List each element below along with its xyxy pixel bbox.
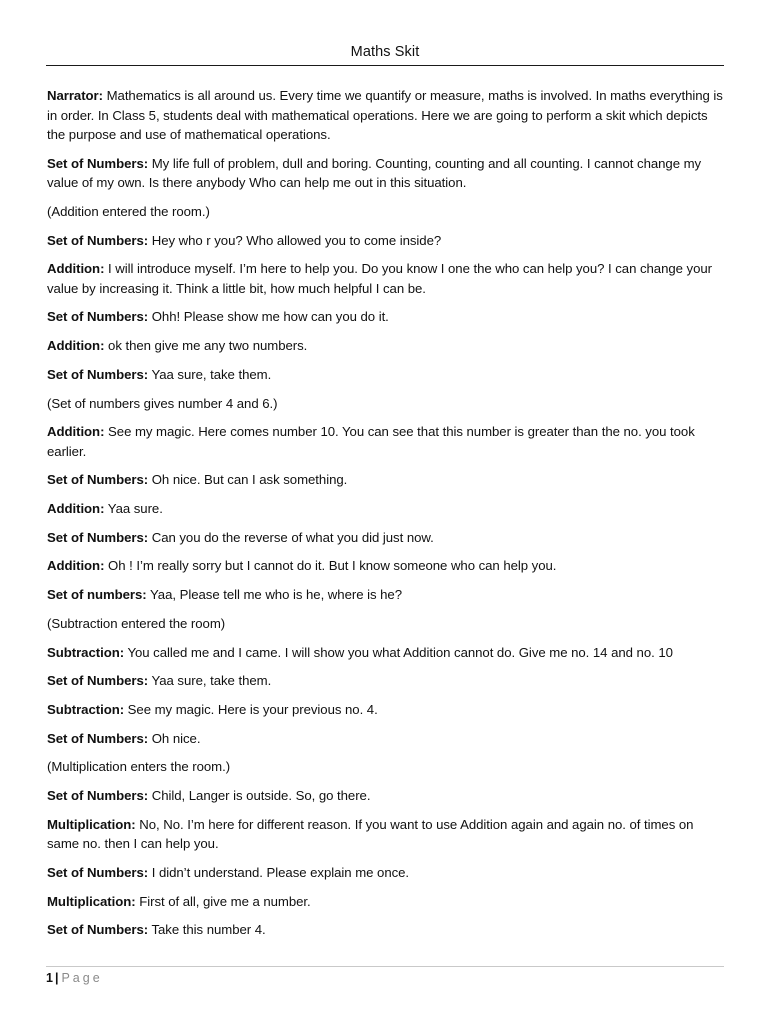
page-footer [46,966,724,986]
dialogue-text: No, No. I’m here for different reason. If you want to use Addition again and again no. of times on same no. then I can help you. [47,816,694,852]
page-number: 1 [46,971,53,985]
speaker-label: Addition: [47,501,105,517]
script-line [47,643,727,663]
speaker-label: Addition: [47,424,105,440]
speaker-label: Set of Numbers: [47,232,149,248]
dialogue-text: ok then give me any two numbers. [104,338,308,354]
dialogue-text: (Subtraction entered the room) [47,615,226,631]
script-line [47,892,727,912]
script-body [47,86,727,949]
dialogue-text: My life full of problem, dull and boring. Counting, counting and all counting. I cannot change my value of my own. Is there anybody Who can help me out in this situation. [47,155,702,191]
script-line [47,671,727,691]
stage-direction [47,394,727,414]
dialogue-text: You called me and I came. I will show you what Addition cannot do. Give me no. 14 and no. 10 [124,644,673,660]
dialogue-text: Yaa, Please tell me who is he, where is he? [146,587,402,603]
dialogue-text: See my magic. Here comes number 10. You can see that this number is greater than the no. you took earlier. [47,424,695,459]
dialogue-text: (Multiplication enters the room.) [47,759,231,775]
dialogue-text: Yaa sure, take them. [148,366,272,382]
speaker-label: Set of numbers: [47,587,147,603]
script-line [47,556,727,576]
stage-direction [47,202,727,222]
script-line [47,231,727,251]
script-line [47,307,727,327]
speaker-label: Narrator: [47,88,103,103]
document-title: Maths Skit [350,44,420,60]
speaker-label: Addition: [47,261,105,277]
script-line [47,585,727,605]
script-line [47,499,727,519]
stage-direction [47,757,727,777]
dialogue-text: (Addition entered the room.) [47,203,210,219]
dialogue-text: Child, Langer is outside. So, go there. [148,787,371,803]
dialogue-text: Yaa sure, take them. [148,673,272,689]
script-line [47,470,727,490]
script-line [47,86,727,145]
dialogue-text: I didn’t understand. Please explain me once. [148,864,410,880]
footer-separator: | [54,971,59,985]
dialogue-text: Oh nice. [148,730,201,746]
script-line [47,920,727,940]
speaker-label: Subtraction: [47,701,125,717]
speaker-label: Addition: [47,558,105,574]
dialogue-text: (Set of numbers gives number 4 and 6.) [47,395,278,411]
speaker-label: Set of Numbers: [47,864,149,880]
script-line [47,365,727,385]
stage-direction [47,614,727,634]
speaker-label: Multiplication: [47,816,136,832]
page-header [46,42,724,66]
speaker-label: Set of Numbers: [47,730,149,746]
speaker-label: Subtraction: [47,644,125,660]
speaker-label: Set of Numbers: [47,529,149,545]
script-line [47,528,727,548]
speaker-label: Multiplication: [47,893,136,909]
speaker-label: Set of Numbers: [47,309,149,325]
script-line [47,729,727,749]
page-label: Page [61,971,103,985]
speaker-label: Set of Numbers: [47,922,149,938]
script-line [47,422,727,461]
script-line [47,336,727,356]
speaker-label: Set of Numbers: [47,787,149,803]
dialogue-text: See my magic. Here is your previous no. 4. [124,701,378,717]
speaker-label: Addition: [47,338,105,354]
dialogue-text: Oh nice. But can I ask something. [148,472,348,488]
speaker-label: Set of Numbers: [47,155,149,171]
script-line [47,154,727,193]
script-line [47,863,727,883]
dialogue-text: First of all, give me a number. [135,893,311,909]
dialogue-text: Mathematics is all around us. Every time we quantify or measure, maths is involved. In maths everything is in order. In Class 5, students deal with mathematical operations. Here we are going to perform a skit which depicts the purpose and use of mathematical operations. [47,88,723,142]
speaker-label: Set of Numbers: [47,472,149,488]
speaker-label: Set of Numbers: [47,673,149,689]
dialogue-text: Oh ! I’m really sorry but I cannot do it. But I know someone who can help you. [104,558,557,574]
dialogue-text: Ohh! Please show me how can you do it. [148,309,389,325]
speaker-label: Set of Numbers: [47,366,149,382]
dialogue-text: Can you do the reverse of what you did just now. [148,529,434,545]
script-line [47,700,727,720]
dialogue-text: Yaa sure. [104,501,163,517]
script-line [47,786,727,806]
dialogue-text: Take this number 4. [148,922,266,938]
script-line [47,259,727,298]
script-line [47,815,727,854]
dialogue-text: I will introduce myself. I’m here to help you. Do you know I one the who can help you? I can change your value by increasing it. Think a little bit, how much helpful I can be. [47,261,712,296]
dialogue-text: Hey who r you? Who allowed you to come inside? [148,232,442,248]
